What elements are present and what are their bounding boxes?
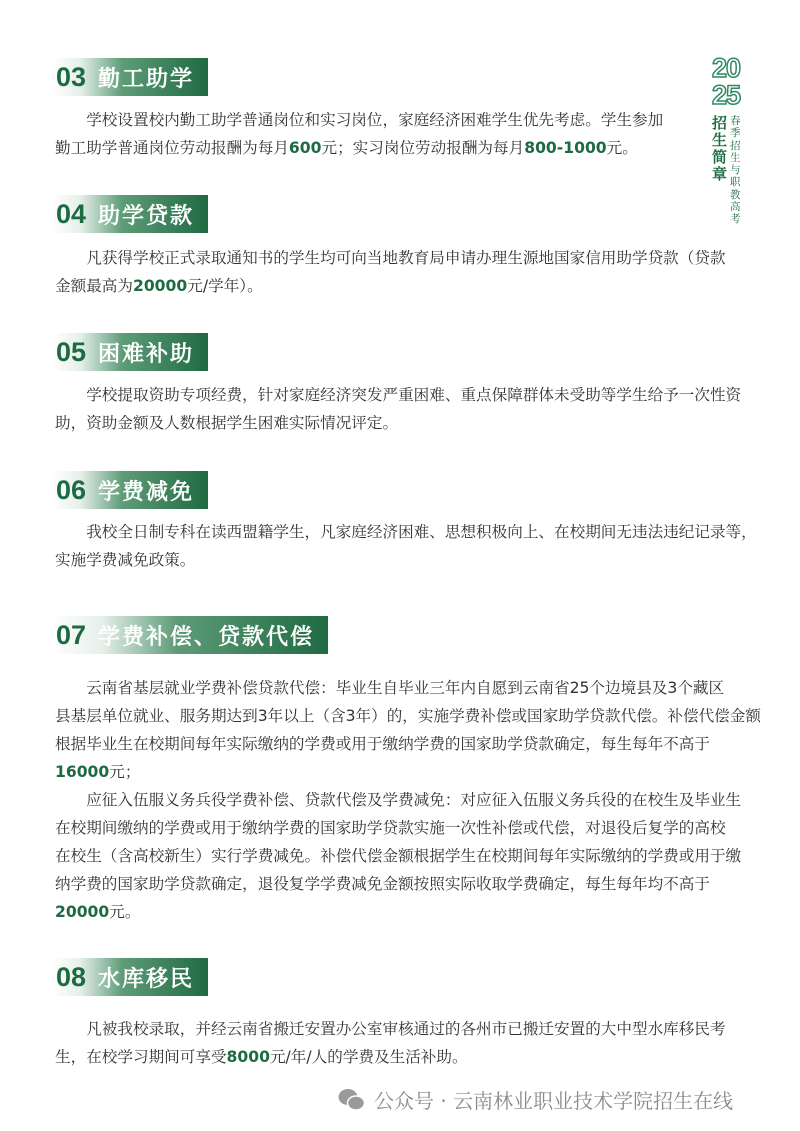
text-segment: 元/年/人的学费及生活补助。 — [269, 1048, 468, 1066]
wechat-icon — [338, 1088, 366, 1112]
text-segment: 纳学费的国家助学贷款确定，退役复学学费减免金额按照实际收取学费确定，每生每年均不高于 — [55, 875, 710, 893]
section-number: 06 — [56, 474, 87, 505]
section-body — [55, 1015, 726, 1071]
text-segment: 根据毕业生在校期间每年实际缴纳的学费或用于缴纳学费的国家助学贷款确定，每生每年不高于 — [55, 735, 710, 753]
section-body — [55, 244, 726, 300]
highlight-amount: 20000 — [132, 277, 188, 295]
text-segment: 实施学费减免政策。 — [55, 551, 196, 569]
highlight-amount: 20000 — [55, 903, 110, 921]
text-segment: 凡获得学校正式录取通知书的学生均可向当地教育局申请办理生源地国家信用助学贷款（贷款 — [55, 249, 726, 267]
text-segment: 生，在校学习期间可享受 — [55, 1048, 227, 1066]
text-line — [55, 814, 761, 842]
text-segment: 元；实习岗位劳动报酬为每月 — [321, 139, 525, 157]
section-title: 学费补偿、贷款代偿 — [98, 624, 315, 650]
text-line — [55, 870, 761, 898]
section-heading — [52, 958, 208, 996]
section-title: 困难补助 — [98, 341, 195, 367]
logo-subtitle: 春季招生与职教高考 — [730, 115, 741, 226]
section-heading — [52, 195, 208, 233]
section-number: 04 — [56, 198, 87, 229]
text-line — [55, 381, 741, 409]
section-title: 学费减免 — [98, 479, 195, 505]
logo-year-top: 20 — [712, 53, 741, 83]
section-title: 助学贷款 — [98, 203, 195, 229]
section-heading — [52, 58, 208, 96]
section-number: 08 — [56, 961, 87, 992]
section-body — [55, 106, 663, 162]
text-line — [55, 134, 663, 162]
text-line — [55, 244, 726, 272]
highlight-amount: 800-1000 — [524, 139, 607, 157]
text-line — [55, 702, 761, 730]
text-line — [55, 1043, 726, 1071]
text-segment: 云南省基层就业学费补偿贷款代偿：毕业生自毕业三年内自愿到云南省25个边境县及3个藏区 — [55, 679, 725, 697]
text-segment: 我校全日制专科在读西盟籍学生，凡家庭经济困难、思想积极向上、在校期间无违法违纪记录等， — [55, 523, 757, 541]
text-line — [55, 106, 663, 134]
text-segment: 应征入伍服义务兵役学费补偿、贷款代偿及学费减免：对应征入伍服义务兵役的在校生及毕业生 — [55, 791, 742, 809]
section-heading — [52, 471, 208, 509]
text-line — [55, 730, 761, 758]
section-body — [55, 518, 757, 574]
text-segment: 金额最高为 — [55, 277, 133, 295]
text-segment: 凡被我校录取，并经云南省搬迁安置办公室审核通过的各州市已搬迁安置的大中型水库移民考 — [55, 1020, 726, 1038]
section-heading — [52, 333, 208, 371]
section-body — [55, 674, 761, 926]
text-line — [55, 546, 757, 574]
text-line — [55, 272, 726, 300]
text-line — [55, 898, 761, 926]
text-segment: 学校提取资助专项经费，针对家庭经济突发严重困难、重点保障群体未受助等学生给予一次性资 — [55, 386, 742, 404]
logo-year-bottom: 25 — [712, 80, 741, 110]
text-line — [55, 409, 741, 437]
section-title: 勤工助学 — [98, 66, 195, 92]
text-segment: 元。 — [606, 139, 638, 157]
text-segment: 助，资助金额及人数根据学生困难实际情况评定。 — [55, 414, 399, 432]
highlight-amount: 600 — [288, 139, 322, 157]
text-segment: 县基层单位就业、服务期达到3年以上（含3年）的，实施学费补偿或国家助学贷款代偿。补偿代偿金额 — [55, 707, 761, 725]
footer-watermark — [338, 1085, 733, 1114]
text-segment: 元； — [109, 763, 141, 781]
section-title: 水库移民 — [98, 966, 195, 992]
text-segment: 元。 — [109, 903, 141, 921]
section-number: 03 — [56, 61, 87, 92]
text-line — [55, 758, 761, 786]
text-line — [55, 1015, 726, 1043]
text-segment: 在校期间缴纳的学费或用于缴纳学费的国家助学贷款实施一次性补偿或代偿，对退役后复学的高校 — [55, 819, 726, 837]
footer-text: 公众号 · 云南林业职业技术学院招生在线 — [374, 1089, 734, 1113]
section-heading — [52, 616, 328, 654]
text-segment: 元/学年）。 — [187, 277, 263, 295]
text-segment: 勤工助学普通岗位劳动报酬为每月 — [55, 139, 289, 157]
highlight-amount: 8000 — [226, 1048, 270, 1066]
text-line — [55, 786, 761, 814]
section-body — [55, 381, 741, 437]
logo-title: 招生简章 — [712, 114, 728, 183]
text-segment: 在校生（含高校新生）实行学费减免。补偿代偿金额根据学生在校期间每年实际缴纳的学费或用于缴 — [55, 847, 742, 865]
text-line — [55, 518, 757, 546]
brochure-logo — [712, 53, 752, 226]
section-number: 07 — [56, 619, 87, 650]
text-line — [55, 674, 761, 702]
text-segment: 学校设置校内勤工助学普通岗位和实习岗位，家庭经济困难学生优先考虑。学生参加 — [55, 111, 664, 129]
highlight-amount: 16000 — [55, 763, 110, 781]
text-line — [55, 842, 761, 870]
section-number: 05 — [56, 336, 87, 367]
